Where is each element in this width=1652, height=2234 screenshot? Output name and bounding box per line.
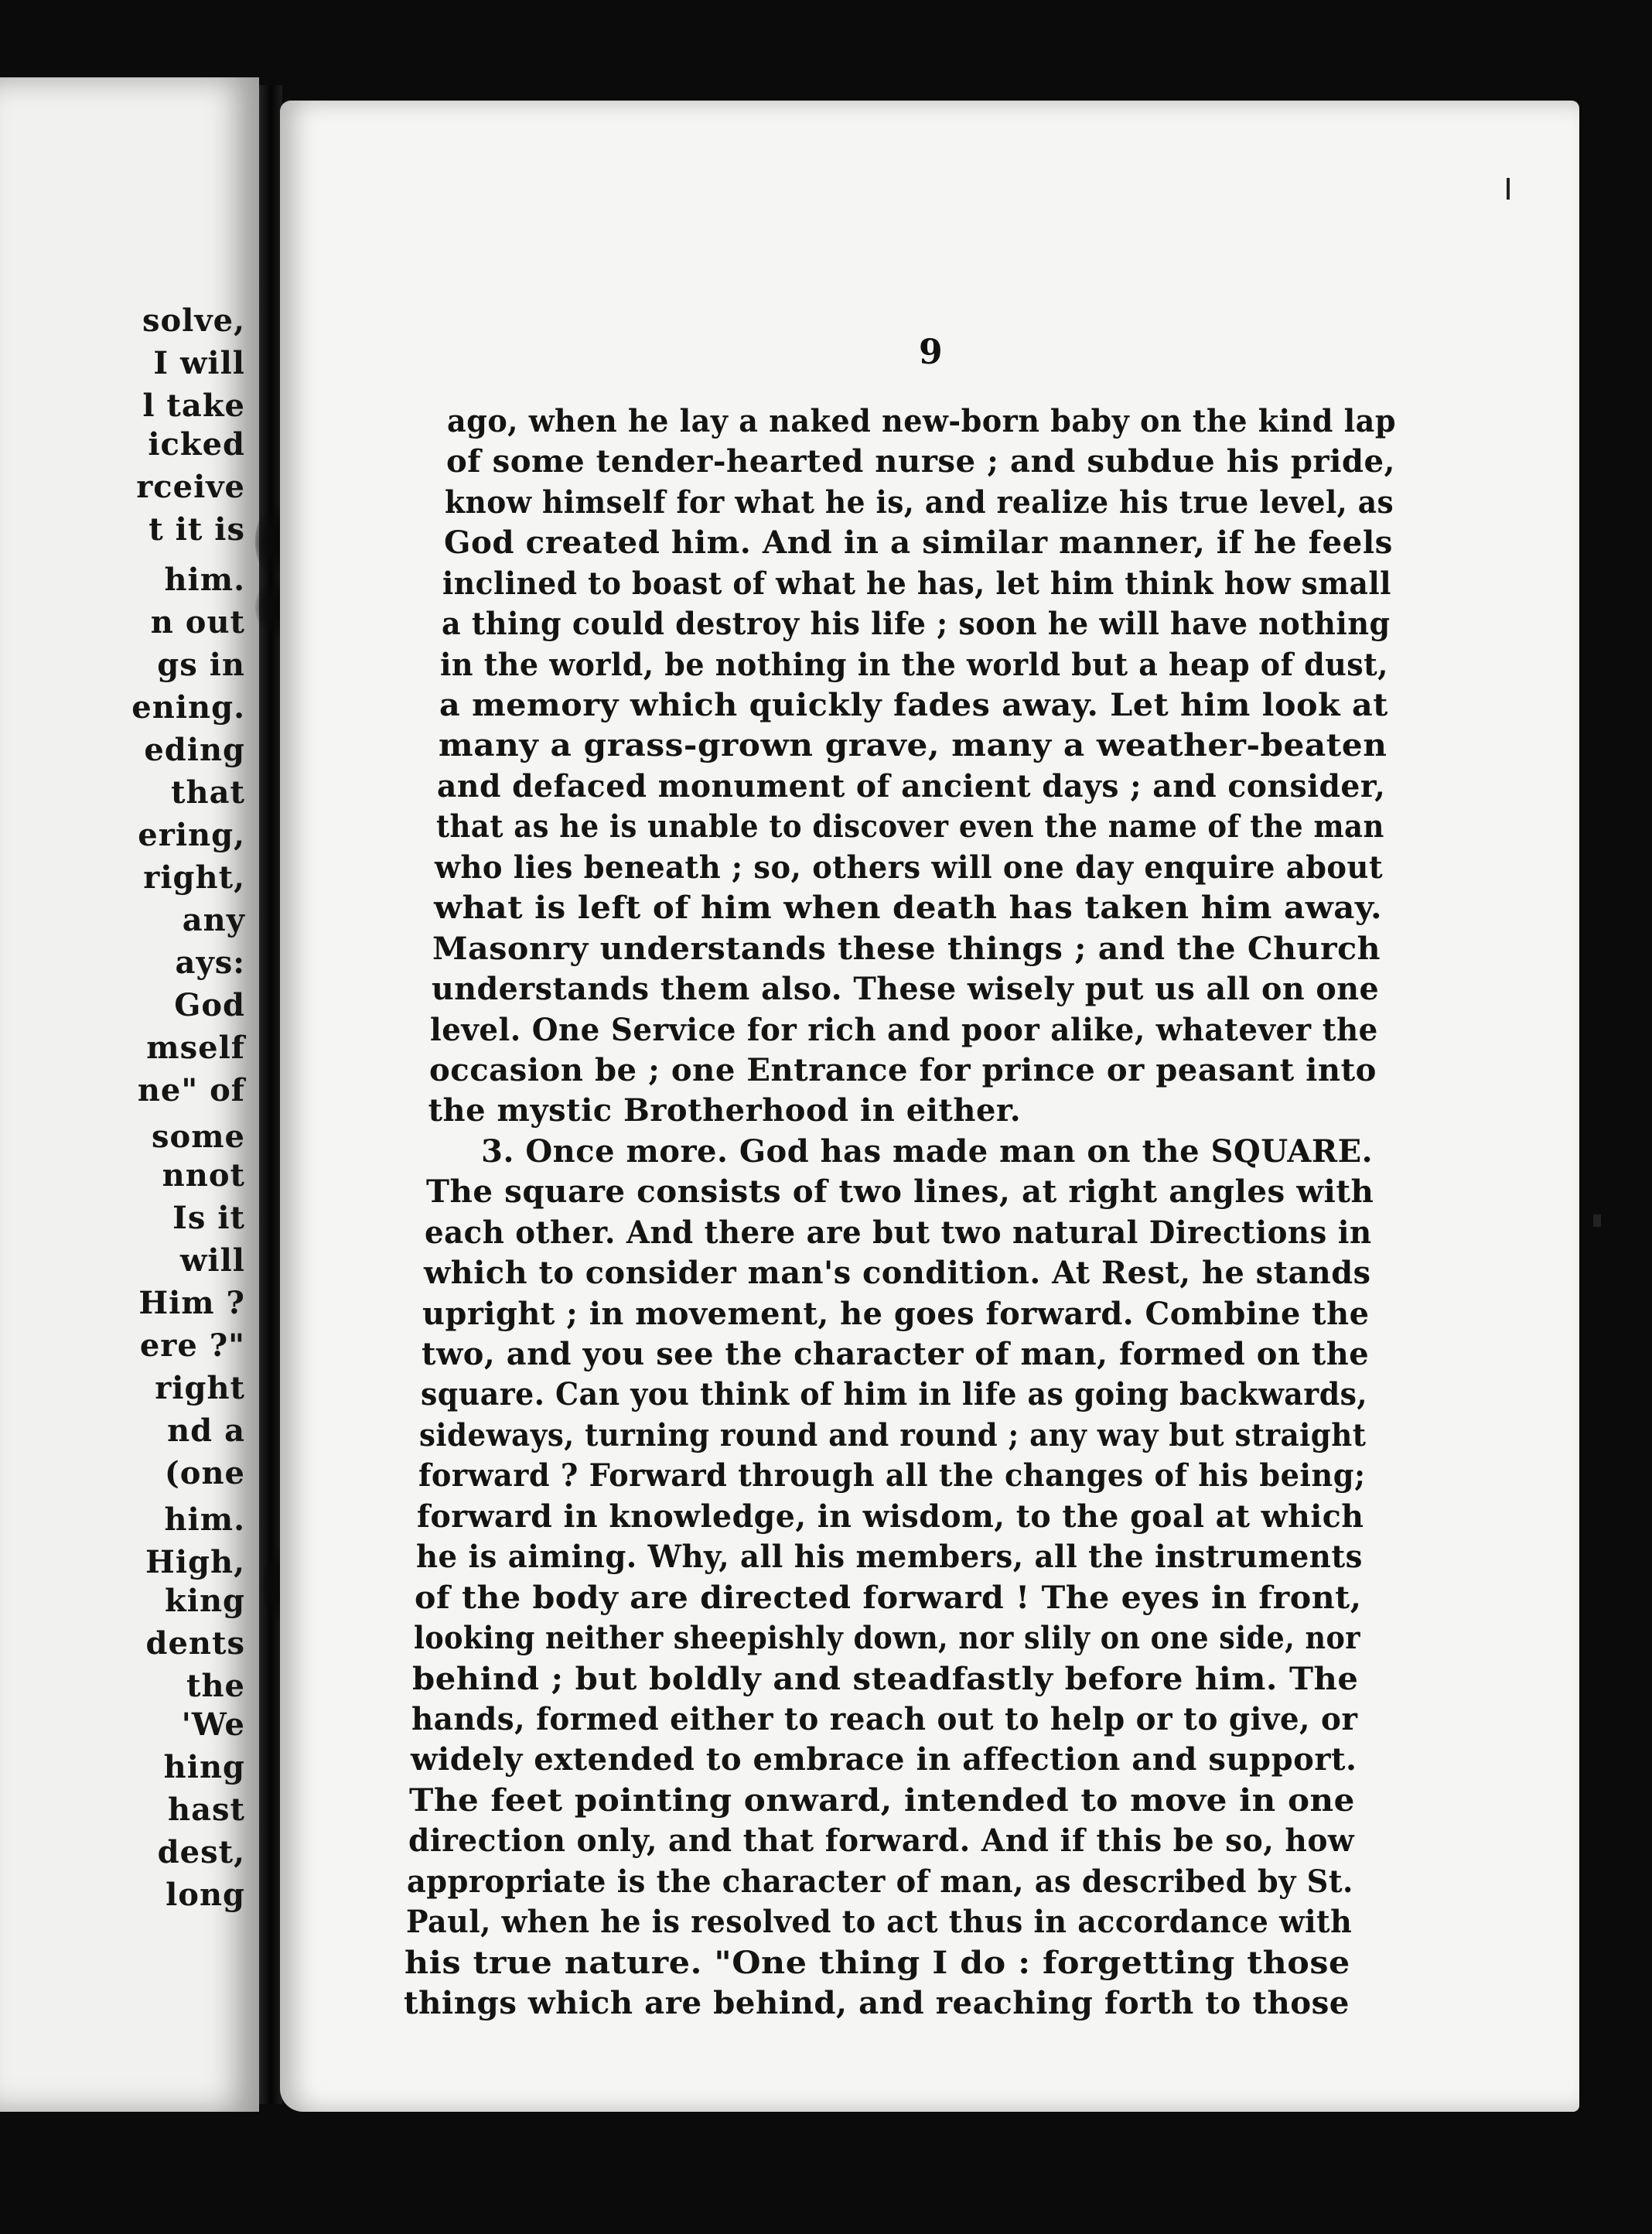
left-page-fragment: nnot [162,1157,245,1194]
text-line: of some tender-hearted nurse ; and subdue his pride, [445,443,1395,480]
left-page-fragment: him. [164,562,245,598]
left-page-fragment: some [152,1119,245,1155]
text-line: each other. And there are but two natural Directions in [425,1214,1372,1251]
text-line: looking neither sheepishly down, nor slily on one side, nor [413,1620,1360,1657]
text-line: inclined to boast of what he has, let him think how small [442,565,1392,602]
left-page-fragment: dest, [157,1834,245,1870]
text-line: occasion be ; one Entrance for prince or peasant into [429,1051,1377,1088]
text-line: a thing could destroy his life ; soon he will have nothing [441,606,1391,643]
text-line: widely extended to embrace in affection and support. [410,1741,1357,1778]
text-line: The feet pointing onward, intended to move in one [409,1781,1356,1819]
left-page-fragment: king [165,1583,245,1619]
left-page-fragment: ening. [131,689,245,726]
text-line: and defaced monument of ancient days ; and consider, [437,767,1386,804]
text-line: know himself for what he is, and realize his true level, as [445,483,1394,521]
text-line: his true nature. "One thing I do : forgetting those [404,1944,1351,1981]
text-line: sideways, turning round and round ; any way but straight [419,1416,1367,1453]
text-line: forward in knowledge, in wisdom, to the goal at which [417,1498,1364,1535]
text-line: behind ; but boldly and steadfastly before him. The [412,1660,1359,1697]
left-page-fragment: (one [164,1455,245,1491]
left-page-fragment: l take [142,388,245,424]
text-line: square. Can you think of him in life as going backwards, [420,1376,1367,1413]
left-page-fragment: n out [150,604,245,640]
text-line: of the body are directed forward ! The eyes in front, [415,1579,1362,1616]
left-page-fragment: the [186,1668,245,1704]
text-line: Paul, when he is resolved to act thus in accordance with [405,1904,1353,1941]
text-line: who lies beneath ; so, others will one day enquire about [435,849,1384,886]
left-page-fragment: solve, [142,302,245,339]
left-page-fragment: rceive [136,469,245,505]
left-page-fragment: High, [145,1544,245,1580]
left-page-fragment: ering, [138,817,245,853]
page-edge-mark [1507,178,1510,200]
page-edge-mark [1593,1214,1601,1227]
left-page-fragment: right [155,1370,245,1406]
left-page-fragment: God [174,987,245,1023]
text-line: Masonry understands these things ; and the Church [432,930,1381,967]
left-page-fragment: any [182,902,245,938]
text-line: ago, when he lay a naked new-born baby on the kind lap [447,403,1396,439]
left-page-fragment: I will [153,345,245,381]
left-page-fragment: hing [163,1749,245,1785]
page-number: 9 [919,333,943,372]
left-page-fragment: dents [145,1625,245,1662]
left-page-fragment: ays: [175,944,245,981]
text-line: which to consider man's condition. At Rest, he stands [423,1255,1371,1292]
text-line: in the world, be nothing in the world but a heap of dust, [440,646,1389,683]
left-page-fragment: him. [164,1501,245,1538]
text-line: The square consists of two lines, at right angles with [425,1173,1374,1211]
text-line: a memory which quickly fades away. Let him look at [439,687,1388,724]
left-page-fragment: gs in [157,647,245,683]
text-line: he is aiming. Why, all his members, all the instruments [415,1539,1363,1576]
left-page-fragment: icked [148,426,245,463]
left-page-fragment: Is it [172,1200,245,1236]
left-page-fragment: that [171,774,245,811]
text-line: things which are behind, and reaching forth to those [404,1985,1350,2021]
left-page-fragment: ere ?" [139,1327,245,1364]
text-line: understands them also. These wisely put us all on one [431,971,1380,1008]
text-line: hands, formed either to reach out to help or to give, or [411,1700,1358,1737]
text-line: the mystic Brotherhood in either. [428,1092,1022,1129]
text-line: appropriate is the character of man, as described by St. [407,1863,1354,1900]
text-line: that as he is unable to discover even the name of the man [435,808,1384,845]
text-line: direction only, and that forward. And if this be so, how [408,1822,1354,1860]
book-gutter [259,85,282,2104]
left-page-fragment: eding [144,732,245,768]
left-page-fragment: hast [168,1792,245,1828]
text-line: what is left of him when death has taken him away. [433,890,1382,927]
left-page-fragment: Him ? [138,1285,245,1321]
text-line: upright ; in movement, he goes forward. Combine the [422,1295,1370,1332]
text-line: two, and you see the character of man, formed on the [421,1336,1370,1373]
left-page-fragment: right, [143,859,245,896]
left-page-fragment: nd a [167,1412,245,1449]
text-line: 3. Once more. God has made man on the SQUARE. [481,1132,1374,1170]
left-page-fragment: mself [146,1030,245,1066]
left-page-fragment: long [166,1877,245,1913]
left-page-fragment: 'We [181,1706,245,1743]
left-page-fragment: t it is [148,511,245,548]
left-page [0,77,259,2112]
left-page-fragment: ne" of [137,1072,245,1108]
text-line: many a grass-grown grave, many a weather-beaten [438,727,1387,764]
text-line: level. One Service for rich and poor alike, whatever the [430,1011,1379,1048]
left-page-fragment: will [179,1242,245,1279]
text-line: God created him. And in a similar manner, if he feels [443,524,1393,562]
text-line: forward ? Forward through all the changes of his being; [418,1457,1366,1494]
